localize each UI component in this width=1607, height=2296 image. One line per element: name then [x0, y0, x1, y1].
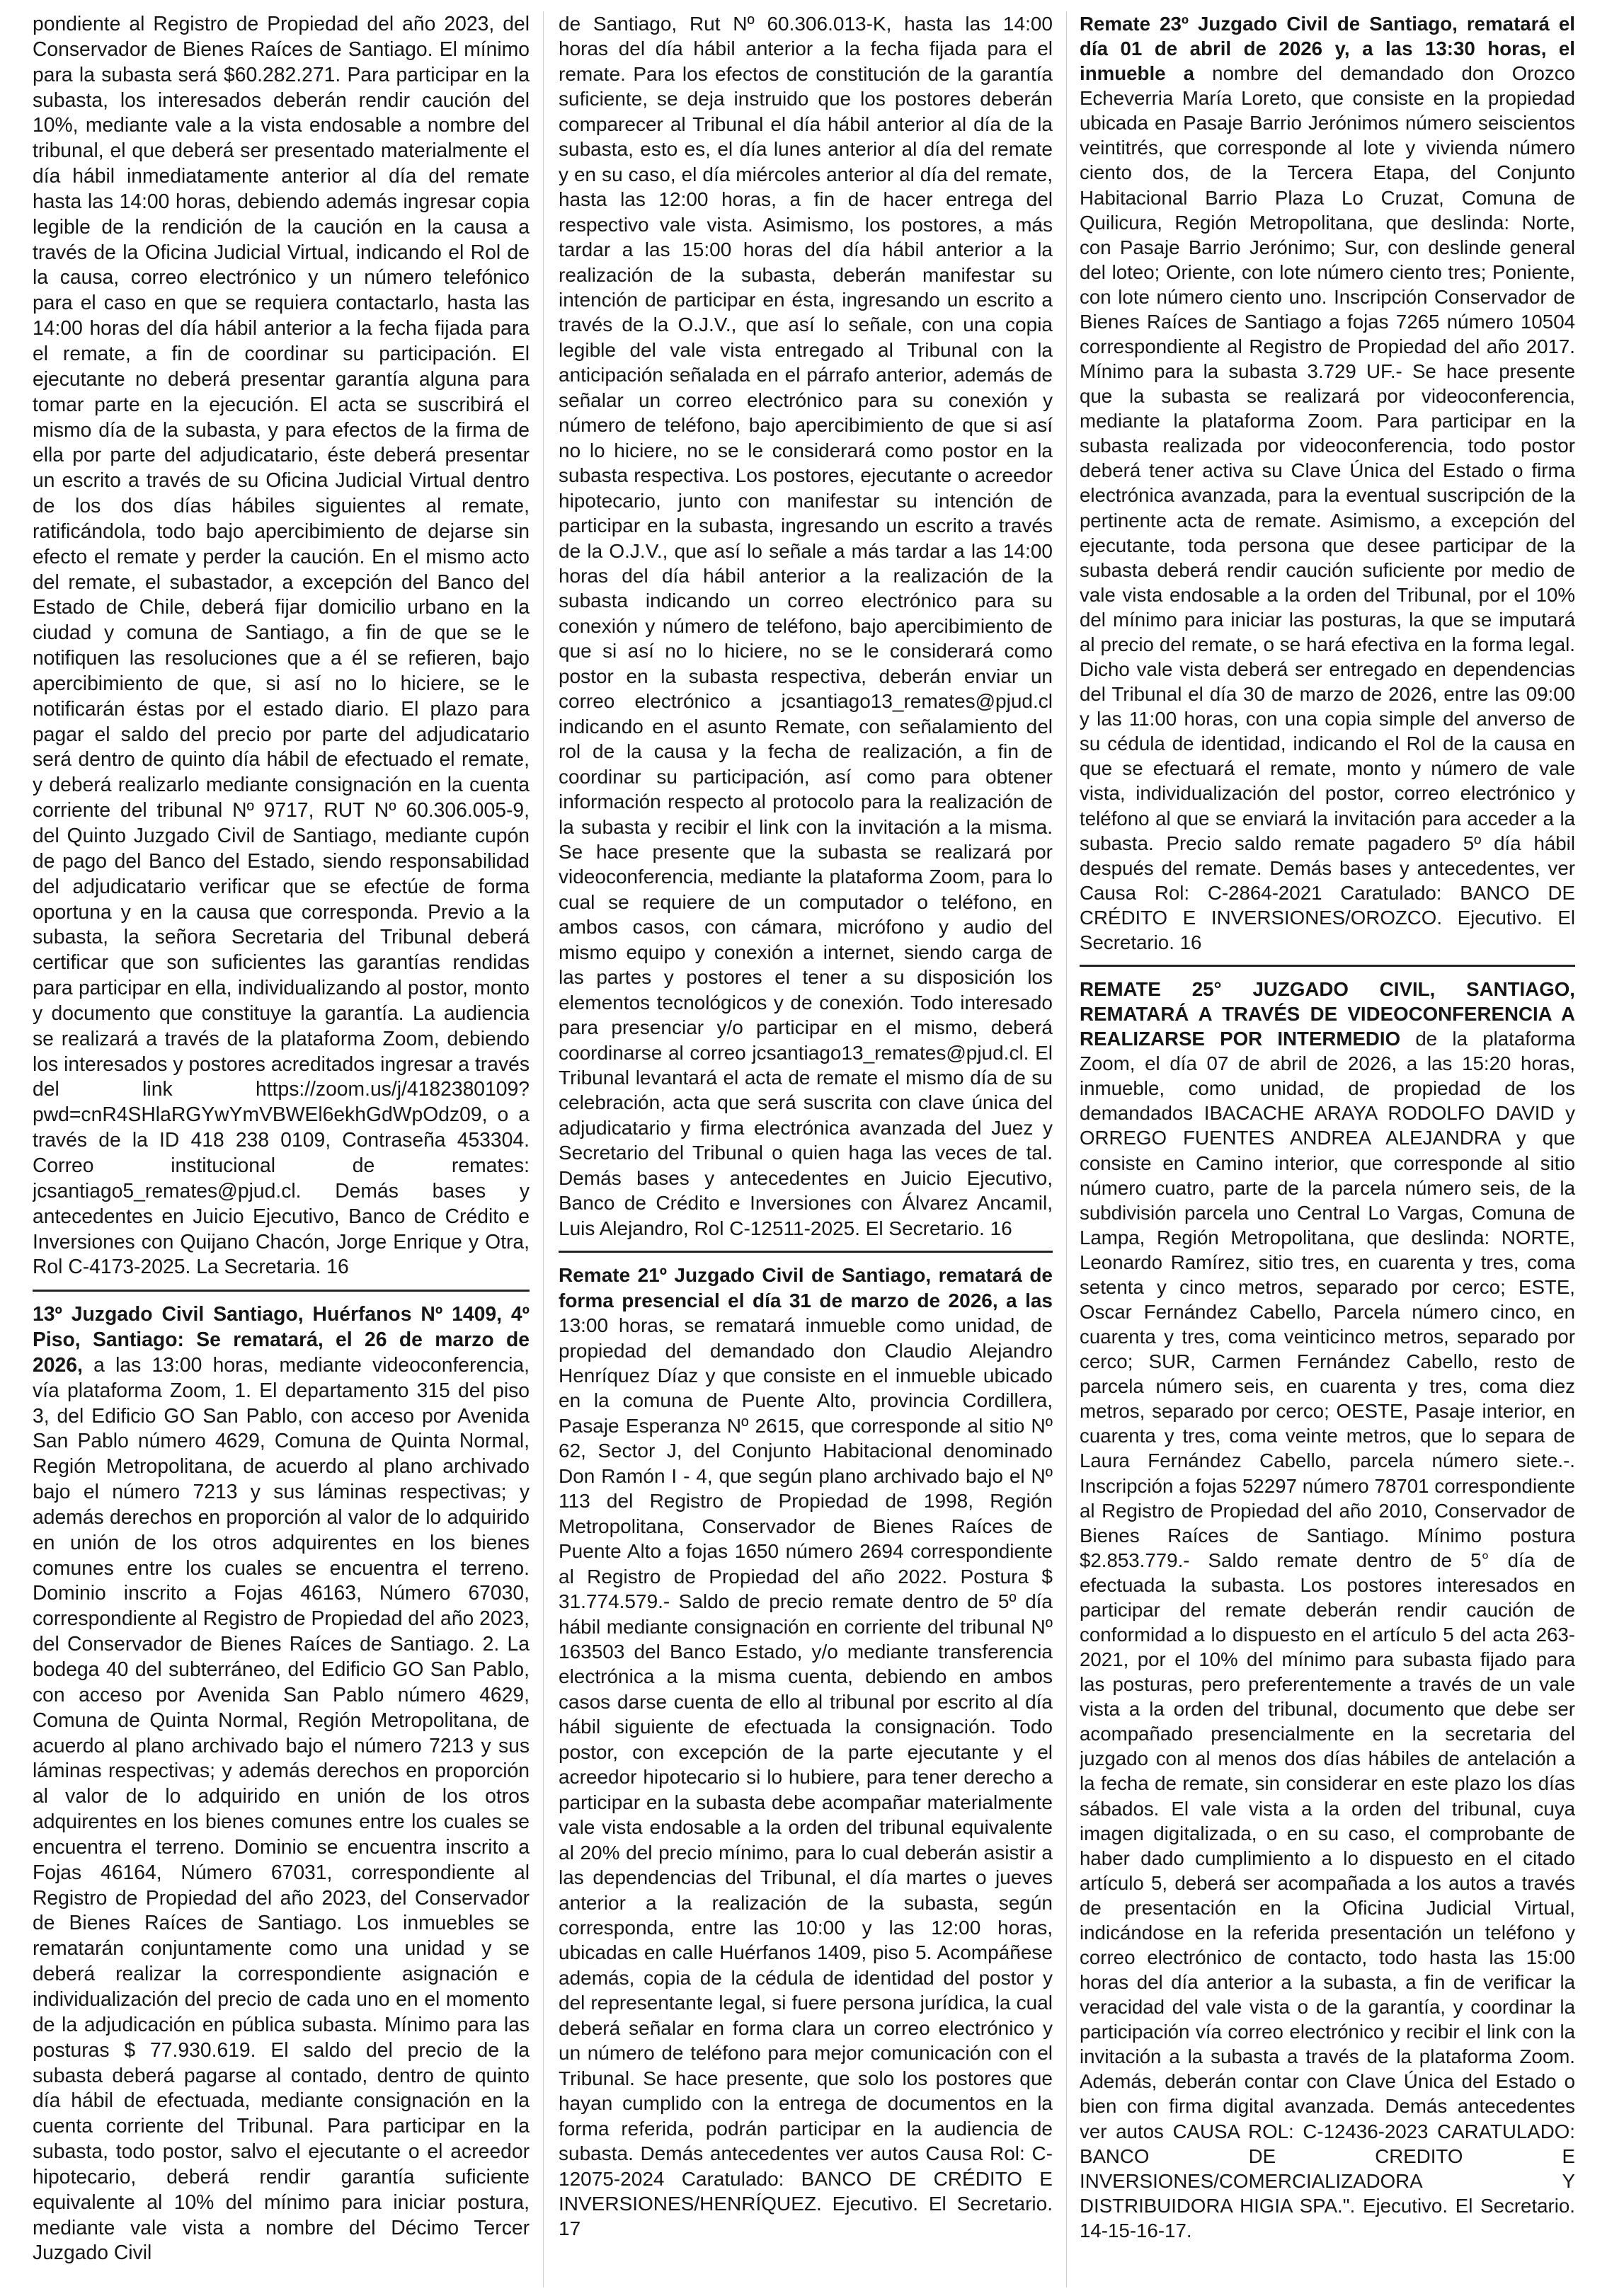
notice-body: de Santiago, Rut Nº 60.306.013-K, hasta las 14:00 horas del día hábil anterior a la fecha fijada para el remate. Para los efectos de constitución de la garantía suficiente, se deja instruido que los postores deberán comparecer al Tribunal el día hábil anterior al día de la subasta, esto es, el día lunes anterior al día del remate y en su caso, el día miércoles anterior al día del remate, hasta las 12:00 horas, a fin de hacer entrega del respectivo vale vista. Asimismo, los postores, a más tardar a las 15:00 horas del día hábil anterior a la realización de la subasta, deberán manifestar su intención de participar en ésta, ingresando un escrito a través de la O.J.V., que así lo señale, con una copia legible del vale vista entregado al Tribunal con la anticipación señalada en el párrafo anterior, además de señalar un correo electrónico para su conexión y número de teléfono, bajo apercibimiento de que si así no lo hiciere, no se le considerará como postor en la subasta respectiva. Los postores, ejecutante o acreedor hipotecario, junto con manifestar su intención de participar en la subasta, ingresando un escrito a través de la O.J.V., que así lo señale a más tardar a las 14:00 horas del día hábil anterior a la realización de la subasta indicando un correo electrónico para su conexión y número de teléfono, bajo apercibimiento de que si así no lo hiciere, no se le considerará como postor en la subasta respectiva, deberán enviar un correo electrónico a jcsantiago13_remates@pjud.cl indicando en el asunto Remate, con señalamiento del rol de la causa y la fecha de realización, a fin de coordinar su participación, así como para obtener información respecto al protocolo para la realización de la subasta y recibir el link con la invitación a la misma. Se hace presente que la subasta se realizará por videoconferencia, mediante la plataforma Zoom, para lo cual se requiere de un computador o teléfono, en ambos casos, con cámara, micrófono y audio del mismo equipo y conexión a internet, siendo carga de las partes y postores el tener a su disposición los elementos tecnológicos y de conexión. Todo interesado para presenciar y/o participar en el mismo, deberá coordinarse al correo jcsantiago13_remates@pjud.cl. El Tribunal levantará el acta de remate el mismo día de su celebración, acta que será suscrita con clave única del adjudicatario y firma electrónica avanzada del Juez y Secretario del Tribunal o quien haga las veces de tal. Demás bases y antecedentes en Juicio Ejecutivo, Banco de Crédito e Inversiones con Álvarez Ancamil, Luis Alejandro, Rol C-12511-2025. El Secretario.: [559, 13, 1053, 1239]
notice-code: 16: [326, 1255, 349, 1278]
notice-23-juzgado: [1080, 11, 1575, 955]
notice-body: nombre del demandado don Orozco Echeverria María Loreto, que consiste en la propiedad ubicada en Pasaje Barrio Jerónimos número seiscientos veintitrés, que corresponde al lote y vivienda número ciento dos, de la Tercera Etapa, del Conjunto Habitacional Barrio Plaza Lo Cruzat, Comuna de Quilicura, Región Metropolitana, que deslinda: Norte, con Pasaje Barrio Jerónimo; Sur, con deslinde general del loteo; Oriente, con lote número ciento tres; Poniente, con lote número ciento uno. Inscripción Conservador de Bienes Raíces de Santiago a fojas 7265 número 10504 correspondiente al Registro de Propiedad del año 2017. Mínimo para la subasta 3.729 UF.- Se hace presente que la subasta se realizará por videoconferencia, mediante la plataforma Zoom. Para participar en la subasta realizada por videoconferencia, todo postor deberá tener activa su Clave Única del Estado o firma electrónica avanzada, para la eventual suscripción de la pertinente acta de remate. Asimismo, a excepción del ejecutante, toda persona que desee participar de la subasta deberá rendir caución suficiente por medio de vale vista endosable a la orden del Tribunal, por el 10% del mínimo para iniciar las posturas, la que se imputará al precio del remate, o se hará efectiva en la forma legal. Dicho vale vista deberá ser entregado en dependencias del Tribunal el día 30 de marzo de 2026, entre las 09:00 y las 11:00 horas, con una copia simple del anverso de su cédula de identidad, indicando el Rol de la causa en que se efectuará el remate, monto y número de vale vista, individualización del postor, correo electrónico y teléfono al que se enviará la invitación para acceder a la subasta. Precio saldo remate pagadero 5º día hábil después del remate. Demás bases y antecedentes, ver Causa Rol: C-2864-2021 Caratulado: BANCO DE CRÉDITO E INVERSIONES/OROZCO. Ejecutivo. El Secretario.: [1080, 62, 1575, 953]
column-3: [1080, 11, 1575, 2288]
notice-21-juzgado: [559, 1251, 1053, 2242]
notice-body: pondiente al Registro de Propiedad del año 2023, del Conservador de Bienes Raíces de Santiago. El mínimo para la subasta será $60.282.271. Para participar en la subasta, los interesados deberán rendir caución del 10%, mediante vale a la vista endosable a nombre del tribunal, el que deberá ser presentado materialmente el día hábil inmediatamente anterior al día del remate hasta las 14:00 horas, debiendo además ingresar copia legible de la rendición de la caución en la causa a través de la Oficina Judicial Virtual, indicando el Rol de la causa, correo electrónico y un número telefónico para el caso en que se requiera contactarlo, hasta las 14:00 horas del día hábil anterior a la fecha fijada para el remate, a fin de coordinar su participación. El ejecutante no deberá presentar garantía alguna para tomar parte en la ejecución. El acta se suscribirá el mismo día de la subasta, y para efectos de la firma de ella por parte del adjudicatario, éste deberá presentar un escrito a través de su Oficina Judicial Virtual dentro de los dos días hábiles siguientes al remate, ratificándola, todo bajo apercibimiento de dejarse sin efecto el remate y perder la caución. En el mismo acto del remate, el subastador, a excepción del Banco del Estado de Chile, deberá fijar domicilio urbano en la ciudad y comuna de Santiago, a fin de que se le notifiquen las resoluciones que a él se refieren, bajo apercibimiento de que, si así no lo hiciere, se le notificarán éstas por el estado diario. El plazo para pagar el saldo del precio por parte del adjudicatario será dentro de quinto día hábil de efectuado el remate, y deberá realizarlo mediante consignación en la cuenta corriente del tribunal Nº 9717, RUT Nº 60.306.005-9, del Quinto Juzgado Civil de Santiago, mediante cupón de pago del Banco del Estado, siendo responsabilidad del adjudicatario verificar que se efectúe de forma oportuna y en la causa que corresponda. Previo a la subasta, la señora Secretaria del Tribunal deberá certificar que son suficientes las garantías rendidas para participar en ella, individualizando al postor, monto y documento que constituye la garantía. La audiencia se realizará a través de la plataforma Zoom, debiendo los interesados y postores acreditados ingresar a través del link https://zoom.us/j/4182380109?pwd=cnR4SHlaRGYwYmVBWEl6ekhGdWpOdz09, o a través de la ID 418 238 0109, Contraseña 453304. Correo institucional de remates: jcsantiago5_remates@pjud.cl. Demás bases y antecedentes en Juicio Ejecutivo, Banco de Crédito e Inversiones con Quijano Chacón, Jorge Enrique y Otra, Rol C-4173-2025. La Secretaria.: [33, 12, 530, 1278]
notice-heading: REMATE 25° JUZGADO CIVIL, SANTIAGO, REMATARÁ A TRAVÉS DE VIDEOCONFERENCIA A REALIZARSE POR INTERMEDIO: [1080, 977, 1575, 1050]
notice-continuation-5-juzgado: [33, 11, 530, 1280]
notice-heading: Remate 21º Juzgado Civil de Santiago, rematará de forma presencial el día 31 de marzo de 2026, a las: [559, 1264, 1053, 1311]
notice-body: a las 13:00 horas, mediante videoconferencia, vía plataforma Zoom, 1. El departamento 315 del piso 3, del Edificio GO San Pablo, con acceso por Avenida San Pablo número 4629, Comuna de Quinta Normal, Región Metropolitana, de acuerdo al plano archivado bajo el número 7213 y sus láminas respectivas; y además derechos en proporción al valor de lo adquirido en unión de los otros adquirentes en los bienes comunes entre los cuales se encuentra el terreno. Dominio inscrito a Fojas 46163, Número 67030, correspondiente al Registro de Propiedad del año 2023, del Conservador de Bienes Raíces de Santiago. 2. La bodega 40 del subterráneo, del Edificio GO San Pablo, con acceso por Avenida San Pablo número 4629, Comuna de Quinta Normal, Región Metropolitana, de acuerdo al plano archivado bajo el número 7213 y sus láminas respectivas; y además derechos en proporción al valor de lo adquirido en unión de los otros adquirentes en los bienes comunes entre los cuales se encuentra el terreno. Dominio se encuentra inscrito a Fojas 46164, Número 67031, correspondiente al Registro de Propiedad del año 2023, del Conservador de Bienes Raíces de Santiago. Los inmuebles se rematarán conjuntamente como una unidad y se deberá realizar la correspondiente asignación e individualización del precio de cada uno en el momento de la adjudicación en pública subasta. Mínimo para las posturas $ 77.930.619. El saldo del precio de la subasta deberá pagarse al contado, dentro de quinto día hábil de efectuada, mediante consignación en la cuenta corriente del Tribunal. Para participar en la subasta, todo postor, salvo el ejecutante o el acreedor hipotecario, deberá rendir garantía suficiente equivalente al 10% del mínimo para iniciar postura, mediante vale vista a nombre del Décimo Tercer Juzgado Civil: [33, 1353, 530, 2264]
notice-heading: 13º Juzgado Civil Santiago, Huérfanos Nº 1409, 4º Piso, Santiago: Se rematará, el 26 de marzo de 2026,: [33, 1302, 530, 1376]
column-divider: [543, 11, 544, 2288]
column-divider: [1066, 11, 1067, 2288]
notice-body: 13:00 horas, se rematará inmueble como unidad, de propiedad del demandado don Claudio Alejandro Henríquez Díaz y que consiste en el inmueble ubicado en la comuna de Puente Alto, provincia Cordillera, Pasaje Esperanza Nº 2615, que corresponde al sitio Nº 62, Sector J, del Conjunto Habitacional denominado Don Ramón I - 4, que según plano archivado bajo el Nº 113 del Registro de Propiedad de 1998, Región Metropolitana, Conservador de Bienes Raíces de Puente Alto a fojas 1650 número 2694 correspondiente al Registro de Propiedad del año 2022. Postura $ 31.774.579.- Saldo de precio remate dentro de 5º día hábil mediante consignación en corriente del tribunal Nº 163503 del Banco Estado, y/o mediante transferencia electrónica a la misma cuenta, debiendo en ambos casos darse cuenta de ello al tribunal por escrito al día hábil siguiente de efectuada la consignación. Todo postor, con excepción de la parte ejecutante y el acreedor hipotecario si lo hubiere, para tener derecho a participar en la subasta debe acompañar materialmente vale vista endosable a la orden del tribunal equivalente al 20% del precio mínimo, para lo cual deberán asistir a las dependencias del Tribunal, el día martes o jueves anterior a la realización de la subasta, según corresponda, entre las 10:00 y las 12:00 horas, ubicadas en calle Huérfanos 1409, piso 5. Acompáñese además, copia de la cédula de identidad del postor y del representante legal, si fuere persona jurídica, la cual deberá señalar en forma clara un correo electrónico y un número de teléfono para mejor comunicación con el Tribunal. Se hace presente, que solo los postores que hayan cumplido con la entrega de documentos en la forma referida, podrán participar en la audiencia de subasta. Demás antecedentes ver autos Causa Rol: C-12075-2024 Caratulado: BANCO DE CRÉDITO E INVERSIONES/HENRÍQUEZ. Ejecutivo. El Secretario.: [559, 1314, 1053, 2215]
notice-13-juzgado: [33, 1290, 530, 2266]
column-1: [33, 11, 530, 2288]
notice-body: de la plataforma Zoom, el día 07 de abril de 2026, a las 15:20 horas, inmueble, como unidad, de propiedad de los demandados IBACACHE ARAYA RODOLFO DAVID y ORREGO FUENTES ANDREA ALEJANDRA y que consiste en Camino interior, que corresponde al sitio número cuatro, parte de la parcela número seis, de la subdivisión parcela uno Central Lo Vargas, Comuna de Lampa, Región Metropolitana, que deslinda: NORTE, Leonardo Ramírez, sitio tres, en cuarenta y tres, coma setenta y cinco metros, separado por cerco; ESTE, Oscar Fernández Cabello, Parcela número cinco, en cuarenta y tres, coma veinticinco metros, separado por cerco; SUR, Carmen Fernández Cabello, resto de parcela número seis, en cuarenta y tres, coma diez metros, separado por cerco; OESTE, Pasaje interior, en cuarenta y tres, coma veinte metros, que lo separa de Laura Fernández Cabello, parcela número siete.-. Inscripción a fojas 52297 número 78701 correspondiente al Registro de Propiedad del año 2010, Conservador de Bienes Raíces de Santiago. Mínimo postura $2.853.779.- Saldo remate dentro de 5° día de efectuada la subasta. Los postores interesados en participar del remate deberán rendir caución de conformidad a lo dispuesto en el artículo 5 del acta 263-2021, por el 10% del mínimo para subasta fijado para las posturas, pero preferentemente a través de un vale vista a la orden del tribunal, documento que debe ser acompañado presencialmente en la secretaria del juzgado con al menos dos días hábiles de antelación a la fecha de remate, sin considerar en este plazo los días sábados. El vale vista a la orden del tribunal, cuya imagen digitalizada, o en su caso, el comprobante de haber dado cumplimiento a lo dispuesto en el citado artículo 5, deberá ser acompañada a los autos a través de presentación en la Oficina Judicial Virtual, indicándose en la referida presentación un teléfono y correo electrónico de contacto, todo hasta las 15:00 horas del día anterior a la subasta, a fin de verificar la veracidad del vale vista o de la garantía, y coordinar la participación vía correo electrónico y recibir el link con la invitación a la subasta a través de la plataforma Zoom. Además, deberán contar con Clave Única del Estado o bien con firma digital avanzada. Demás antecedentes ver autos CAUSA ROL: C-12436-2023 CARATULADO: BANCO DE CREDITO E INVERSIONES/COMERCIALIZADORA Y DISTRIBUIDORA HIGIA SPA.". Ejecutivo. El Secretario.: [1080, 1028, 1575, 2217]
column-2: [559, 11, 1053, 2288]
notice-25-juzgado: [1080, 965, 1575, 2243]
notice-continuation-13-juzgado: [559, 11, 1053, 1241]
notice-code: 17: [559, 2217, 581, 2240]
notice-heading: Remate 23º Juzgado Civil de Santiago, rematará el día 01 de abril de 2026 y, a las 13:30 horas, el inmueble a: [1080, 13, 1575, 85]
notice-code: 16: [990, 1217, 1012, 1239]
notice-code: 16: [1179, 931, 1202, 953]
notice-code: 14-15-16-17.: [1080, 2219, 1192, 2242]
